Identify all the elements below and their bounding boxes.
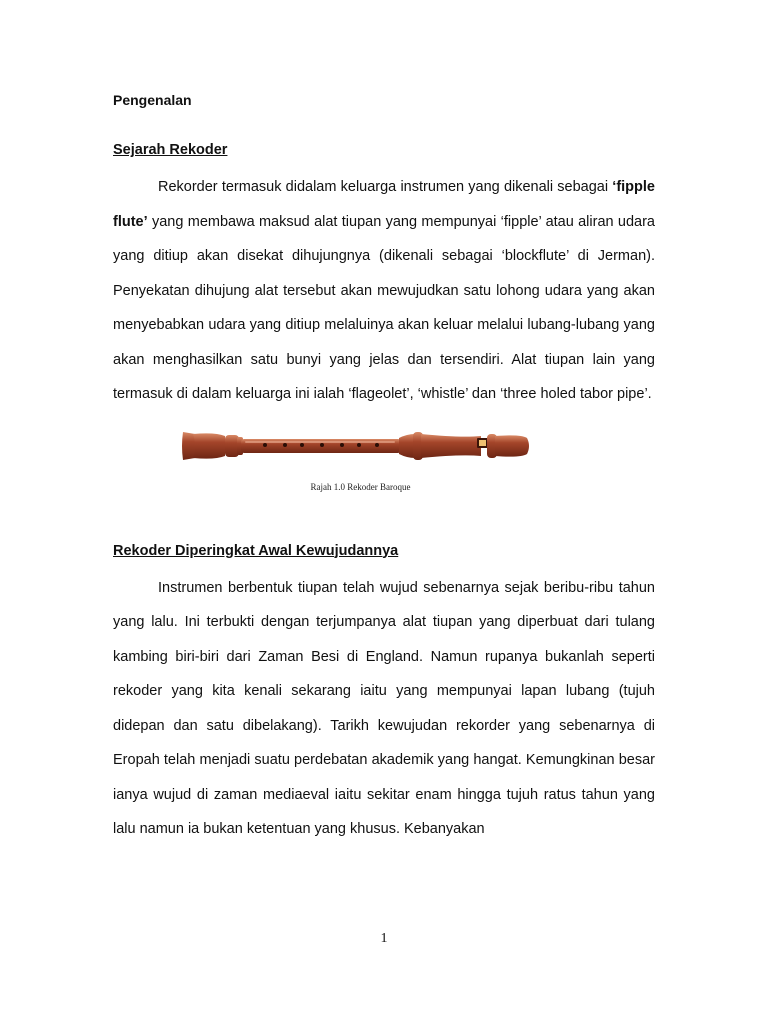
recorder-figure [113,412,655,507]
spacer [113,114,655,136]
recorder-shine [245,441,395,443]
recorder-beak [495,435,529,456]
figure-caption: Rajah 1.0 Rekoder Baroque [310,481,411,492]
paragraph-intro: Rekorder termasuk didalam keluarga instrumen yang dikenali sebagai [158,179,613,195]
finger-hole [320,443,324,447]
page-heading: Pengenalan [113,92,192,108]
paragraph-bold-term: ‘fipple flute’ [113,179,655,230]
recorder-image [181,422,533,470]
page-content [113,86,655,847]
recorder-window-edge [479,440,486,446]
recorder-foot-joint [193,433,225,458]
finger-hole [283,443,287,447]
paragraph-rekoder-awal: Instrumen berbentuk tiupan telah wujud sebenarnya sejak beribu-ribu tahun yang lalu. Ini terbukti dengan terjumpanya alat tiupan yang diperbuat dari tulang kambing biri-biri dari Zaman Besi di England. Namun rupanya bukanlah seperti rekoder yang kita kenali sekarang iaitu yang mempunyai lapan lubang (tujuh didepan dan satu dibelakang). Tarikh kewujudan rekorder yang sebenarnya di Eropah telah menjadi suatu perdebatan akademik yang hangat. Kemungkinan besar ianya wujud di zaman mediaeval iaitu sekitar enam hingga tujuh ratus tahun yang lalu namun ia bukan ketentuan yang khusus. Kebanyakan [113,579,655,837]
finger-hole [375,443,379,447]
paragraph-rest: yang membawa maksud alat tiupan yang mempunyai ‘fipple’ atau aliran udara yang ditiup akan disekat dihujungnya (dikenali sebagai ‘blockflute’ di Jerman). Penyekatan dihujung alat tersebut akan mewujudkan satu lohong udara yang akan menyebabkan udara yang ditiup melaluinya akan keluar melalui lubang-lubang yang akan menghasilkan satu bunyi yang jelas dan tersendiri. Alat tiupan lain yang termasuk di dalam keluarga ini ialah ‘flageolet’, ‘whistle’ dan ‘three holed tabor pipe’. [113,213,655,402]
recorder-ring [225,435,239,457]
spacer [113,507,655,537]
paragraph-sejarah-rekoder [113,170,655,412]
section-title-sejarah-rekoder: Sejarah Rekoder [113,142,228,158]
finger-hole [300,443,304,447]
section-title-rekoder-awal: Rekoder Diperingkat Awal Kewujudannya [113,542,399,559]
finger-hole [340,443,344,447]
finger-hole [263,443,267,447]
recorder-middle-joint [399,434,415,458]
page-number: 1 [380,931,388,946]
recorder-head [421,434,481,458]
finger-hole [357,443,361,447]
